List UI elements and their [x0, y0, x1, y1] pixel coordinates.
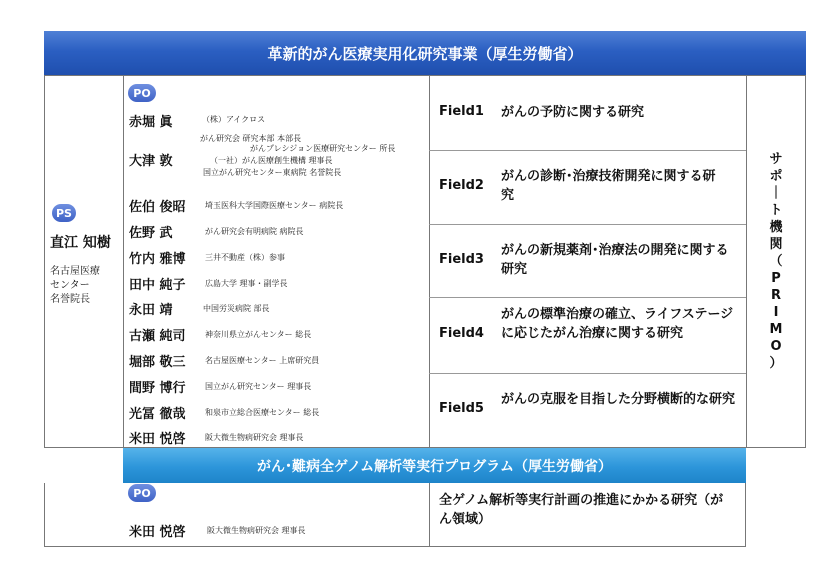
field-label: Field4 — [439, 326, 484, 341]
po-member-affiliation: 和泉市立総合医療センター 総長 — [205, 408, 320, 417]
po-member-affiliation: 埼玉医科大学国際医療センター 病院長 — [205, 201, 344, 210]
po-member-affiliation: 三井不動産（株）参事 — [205, 253, 285, 262]
field-description: がんの新規薬剤･治療法の開発に関する研究 — [501, 243, 729, 277]
po-member-affiliation: 阪大微生物病研究会 理事長 — [207, 526, 306, 535]
field-description: がんの診断･治療技術開発に関する研究 — [501, 169, 716, 203]
po-member-affiliation: 広島大学 理事・副学長 — [205, 279, 288, 288]
support-char: ポ — [769, 169, 783, 184]
ps-affiliation — [50, 265, 120, 307]
field-divider — [429, 297, 746, 298]
support-char: ｜ — [769, 186, 783, 201]
support-char: P — [771, 271, 781, 286]
divider-bottom — [429, 483, 430, 547]
po-member-name: 佐伯 俊昭 — [129, 200, 186, 215]
field-description: がんの標準治療の確立、ライフステージに応じたがん治療に関する研究 — [501, 307, 734, 341]
po-member-name: 赤堀 眞 — [129, 115, 173, 130]
po-member-affiliation: 国立がん研究センター 理事長 — [205, 382, 312, 391]
po-member-name: 田中 純子 — [129, 278, 186, 293]
ps-affiliation-line: 名古屋医療 — [50, 266, 100, 277]
divider-ps-po — [123, 75, 124, 448]
po-member-affiliation: 国立がん研究センター東病院 名誉院長 — [203, 168, 342, 177]
genome-program-description: 全ゲノム解析等実行計画の推進にかかる研究（がん領域） — [439, 493, 724, 527]
po-badge-bottom: PO — [128, 484, 156, 502]
po-member-affiliation: 神奈川県立がんセンター 総長 — [205, 330, 312, 339]
field-label: Field1 — [439, 104, 484, 119]
po-member-affiliation: 名古屋医療センター 上席研究員 — [205, 356, 320, 365]
po-member-name: 米田 悦啓 — [129, 525, 186, 540]
po-member-affiliation: 阪大微生物病研究会 理事長 — [205, 433, 304, 442]
ps-badge: PS — [52, 204, 76, 222]
po-member-affiliation: （一社）がん医療創生機構 理事長 — [210, 156, 333, 165]
support-char: M — [769, 322, 783, 337]
support-char: ト — [769, 203, 783, 218]
po-member-affiliation: がん研究会 研究本部 本部長 — [200, 134, 302, 143]
po-member-name: 永田 靖 — [129, 303, 173, 318]
support-char: I — [773, 305, 779, 320]
field-divider — [429, 224, 746, 225]
field-label: Field5 — [439, 401, 484, 416]
po-member-affiliation: 中国労災病院 部長 — [203, 304, 270, 313]
support-organization — [746, 75, 806, 448]
po-member-name: 竹内 雅博 — [129, 252, 186, 267]
support-char: R — [770, 288, 781, 303]
field-divider — [429, 373, 746, 374]
support-char: 機 — [769, 220, 783, 235]
field-label: Field2 — [439, 178, 484, 193]
field-description: がんの克服を目指した分野横断的な研究 — [501, 392, 736, 407]
po-member-name: 間野 博行 — [129, 381, 186, 396]
po-member-affiliation: がん研究会有明病院 病院長 — [205, 227, 304, 236]
field-label: Field3 — [439, 252, 484, 267]
support-char: 関 — [769, 237, 783, 252]
po-member-name: 堀部 敬三 — [129, 355, 186, 370]
support-char: ） — [769, 356, 783, 371]
ps-affiliation-line: センター — [50, 280, 90, 291]
divider-po-fields — [429, 75, 430, 448]
po-member-name: 米田 悦啓 — [129, 432, 186, 447]
support-char: サ — [769, 152, 783, 167]
program-banner-bottom: がん･難病全ゲノム解析等実行プログラム（厚生労働省） — [123, 448, 746, 483]
po-member-name: 大津 敦 — [129, 154, 173, 169]
program-banner-top: 革新的がん医療実用化研究事業（厚生労働省） — [44, 31, 806, 75]
po-member-name: 佐野 武 — [129, 226, 173, 241]
po-member-affiliation: （株）アイクロス — [202, 115, 266, 124]
field-divider — [429, 150, 746, 151]
field-description: がんの予防に関する研究 — [501, 105, 645, 120]
support-char: （ — [769, 254, 783, 269]
support-char: O — [770, 339, 782, 354]
ps-name: 直江 知樹 — [50, 235, 111, 251]
po-badge: PO — [128, 84, 156, 102]
po-member-affiliation: がんプレシジョン医療研究センター 所長 — [250, 144, 396, 153]
po-member-name: 古瀬 純司 — [129, 329, 186, 344]
po-member-name: 光冨 徹哉 — [129, 407, 186, 422]
ps-affiliation-line: 名誉院長 — [50, 294, 90, 305]
